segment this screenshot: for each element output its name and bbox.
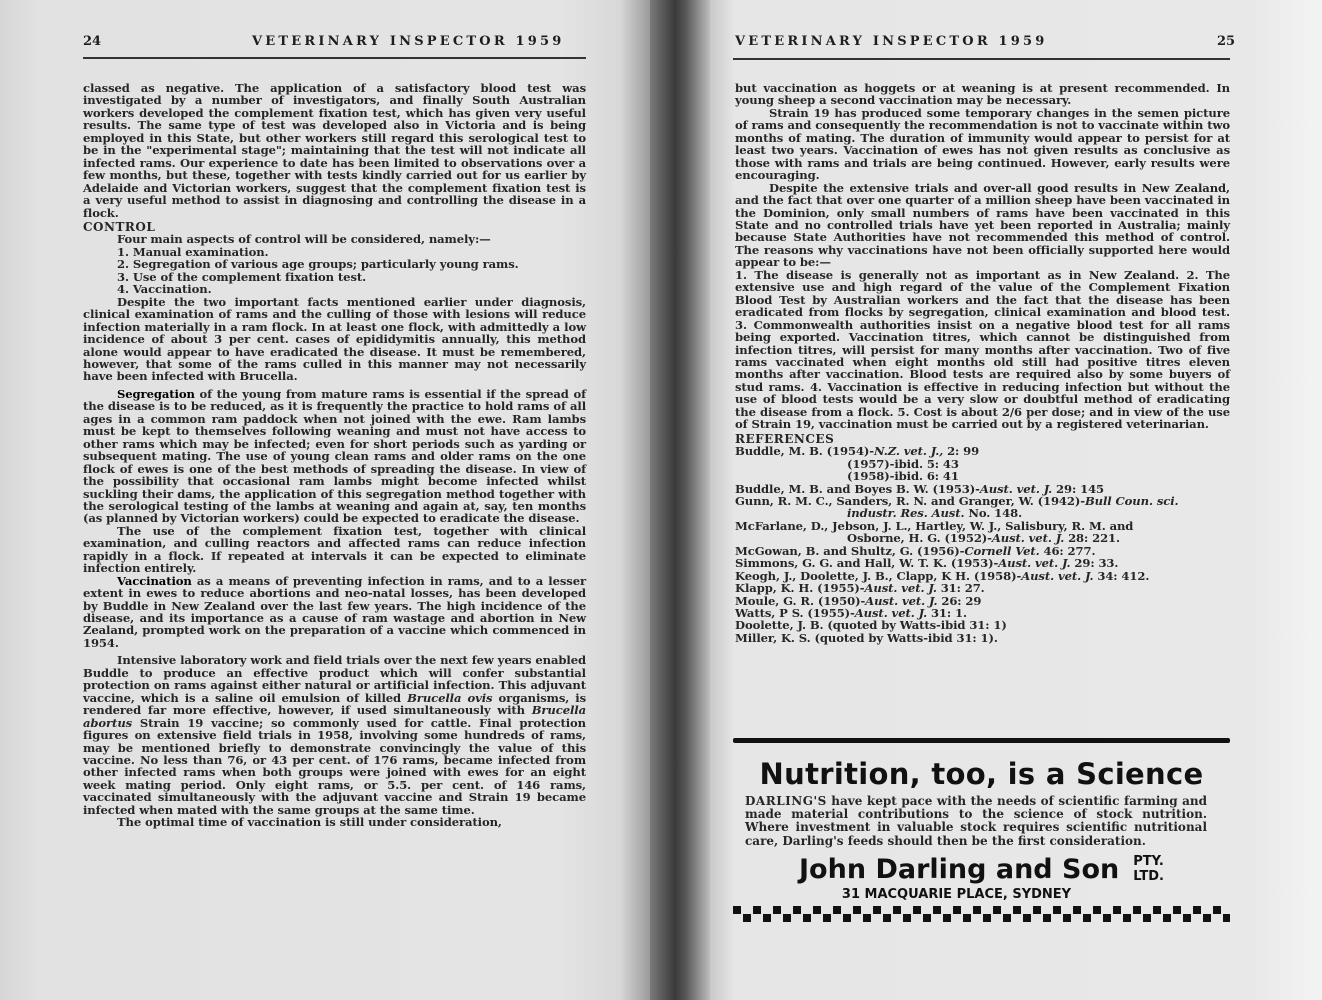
paragraph: The optimal time of vaccination is still under consideration, bbox=[117, 815, 502, 830]
reference-authors: Buddle, M. B. (1954)- bbox=[735, 444, 875, 459]
reference-authors: (1958)-ibid. 6: 41 bbox=[847, 469, 959, 484]
reference-volume: 28: 221. bbox=[1064, 531, 1120, 546]
left-column bbox=[83, 82, 586, 829]
reference-volume: 26: 29 bbox=[937, 593, 982, 608]
running-header: VETERINARY INSPECTOR 1959 bbox=[252, 34, 565, 49]
list-item: 1. Manual examination. bbox=[117, 244, 269, 259]
reference-authors: McGowan, B. and Shultz, G. (1956)- bbox=[735, 543, 965, 558]
paragraph: Despite the two important facts mentioned earlier under diagnosis, clinical examination of rams and the culling of those with lesions will reduce infection materially in a ram flock. In at least one flock, with admittedly a low incidence of about 3 per cent. cases of epididymitis annually, this method alone would appear to have eradicated the disease. It must be remembered, however, that some of the rams culled in this manner may not necessarily have been infected with Brucella. bbox=[83, 294, 586, 384]
reference-volume: 31: 27. bbox=[936, 581, 985, 596]
reference-entry bbox=[735, 445, 1230, 457]
species-name: Brucella abortus bbox=[83, 703, 586, 730]
reference-authors: Klapp, K. H. (1955)- bbox=[735, 581, 865, 596]
company-name-block bbox=[733, 854, 1230, 885]
list-item: 2. Segregation of various age groups; particularly young rams. bbox=[117, 257, 519, 272]
list-item: 3. Use of the complement fixation test. bbox=[117, 269, 367, 284]
reference-authors: McFarlane, D., Jebson, J. L., Hartley, W. J., Salisbury, R. M. and bbox=[735, 518, 1134, 533]
page-number: 25 bbox=[1217, 34, 1236, 49]
lead-term: Segregation bbox=[117, 386, 195, 401]
species-name: Brucella ovis bbox=[407, 690, 493, 705]
paragraph-text: organisms, is rendered far more effective, however, if used simultaneously with bbox=[83, 690, 587, 718]
ad-top-rule bbox=[733, 738, 1230, 743]
section-heading-control: CONTROL bbox=[83, 219, 156, 234]
reference-authors: Gunn, R. M. C., Sanders, R. N. and Granger, W. (1942)- bbox=[735, 493, 1085, 508]
advertisement bbox=[733, 738, 1230, 922]
header-rule bbox=[83, 57, 586, 59]
reference-journal: Cornell Vet. bbox=[964, 543, 1040, 558]
reference-authors: Osborne, H. G. (1952)- bbox=[847, 531, 992, 546]
pty-label: PTY. bbox=[1133, 854, 1164, 870]
reference-volume: No. 148. bbox=[964, 506, 1023, 521]
reference-volume: 29: 145 bbox=[1052, 481, 1105, 496]
company-suffix bbox=[1133, 854, 1164, 884]
paragraph bbox=[83, 388, 586, 525]
reference-authors: Miller, K. S. (quoted by Watts-ibid 31: 1). bbox=[735, 630, 998, 645]
paragraph: Despite the extensive trials and over-all good results in New Zealand, and the fact that over one quarter of a million sheep have been vaccinated in the Dominion, only small numbers of rams have been vaccinated in this State and no controlled trials have yet been reported in Australia; mainly because State Authorities have not recommended this method of control. The reasons why vaccinations have not been officially supported here would appear to be:— bbox=[735, 180, 1230, 270]
paragraph bbox=[83, 654, 586, 816]
reference-journal: Aust. vet. J. bbox=[979, 481, 1053, 496]
paragraph-text: Strain 19 vaccine; so commonly used for cattle. Final protection figures on extensive field trials in 1958, involving some hundreds of rams, may be mentioned briefly to demonstrate convincingly the value of this vaccine. No less than 76, or 43 per cent. of 176 rams, became infected from other infected rams when both groups were joined with ewes for an eight week mating period. Only eight rams, or 5.5. per cent. of 146 rams, vaccinated simultaneously with the adjuvant vaccine and Strain 19 became infected when mated with the same groups at the same time. bbox=[83, 715, 586, 817]
paragraph: Strain 19 has produced some temporary changes in the semen picture of rams and consequently the recommendation is not to vaccinate within two months of mating. The duration of immunity would appear to persist for at least two years. Vaccination of ewes has not given results as conclusive as those with rams and trials are being continued. However, early results were encouraging. bbox=[735, 105, 1230, 183]
reference-journal: Aust. vet. J. bbox=[1021, 568, 1094, 583]
reference-journal: Aust. vet. J. bbox=[864, 581, 937, 596]
list-item: 4. Vaccination. bbox=[117, 282, 212, 297]
reference-authors: Doolette, J. B. (quoted by Watts-ibid 31: 1) bbox=[735, 618, 1007, 633]
book-gutter bbox=[650, 0, 710, 1000]
lead-term: Vaccination bbox=[117, 573, 192, 588]
reference-authors: Simmons, G. G. and Hall, W. T. K. (1953)- bbox=[735, 556, 999, 571]
reference-volume: 2: 99 bbox=[943, 444, 980, 459]
running-header: VETERINARY INSPECTOR 1959 bbox=[735, 34, 1048, 49]
reference-authors: Buddle, M. B. and Boyes B. W. (1953)- bbox=[735, 481, 980, 496]
reference-volume: 46: 277. bbox=[1039, 543, 1096, 558]
company-name: John Darling and Son bbox=[799, 853, 1120, 885]
paragraph-text: as a means of preventing infection in rams, and to a lesser extent in ewes to reduce abortions and neo-natal losses, has been developed by Buddle in New Zealand over the last few years. The high incidence of the disease, and its importance as a cause of ram wastage and abortion in New Zealand, prompted work on the preparation of a vaccine which commenced in 1954. bbox=[83, 573, 586, 650]
left-page bbox=[0, 0, 650, 1000]
reference-volume: 31: 1. bbox=[927, 606, 967, 621]
reference-journal: Aust. vet. J. bbox=[998, 556, 1071, 571]
reference-authors: Watts, P S. (1955)- bbox=[735, 606, 855, 621]
ad-body bbox=[745, 795, 1207, 848]
paragraph-text: Intensive laboratory work and field trials over the next few years enabled Buddle to produce an effective product which will confer substantial protection on rams against either natural or artificial infection. This adjuvant vaccine, which is a saline oil emulsion of killed bbox=[83, 653, 586, 705]
right-column bbox=[735, 82, 1230, 644]
page-number: 24 bbox=[83, 34, 102, 49]
reference-journal: N.Z. vet. J., bbox=[874, 444, 944, 459]
paragraph: classed as negative. The application of a satisfactory blood test was investigated by a number of investigators, and finally South Australian workers developed the complement fixation test, which has given very useful results. The same type of test was developed also in Victoria and is being employed in this State, but other workers still regard this serological test to be in the "experimental stage"; maintaining that the test will not indicate all infected rams. Our experience to date has been limited to observations over a few months, but these, together with tests kindly carried out for us earlier by Adelaide and Victorian workers, suggest that the complement fixation test is a very useful method to assist in diagnosing and controlling the disease in a flock. bbox=[83, 81, 586, 220]
company-address: 31 MACQUARIE PLACE, SYDNEY bbox=[841, 886, 1072, 902]
reference-authors: (1957)-ibid. 5: 43 bbox=[847, 456, 959, 471]
reference-authors: Moule, G. R. (1950)- bbox=[735, 593, 866, 608]
reference-journal: Aust. vet. J. bbox=[854, 606, 928, 621]
ad-brand: DARLING'S bbox=[745, 794, 827, 808]
reference-entry bbox=[735, 458, 1230, 470]
paragraph: Four main aspects of control will be considered, namely:— bbox=[117, 232, 491, 247]
paragraph: 1. The disease is generally not as important as in New Zealand. 2. The extensive use and high regard of the value of the Complement Fixation Blood Test by Australian workers and the fact that the disease has been eradicated from flocks by segregation, clinical examination and blood test. 3. Commonwealth authorities insist on a negative blood test for all rams being exported. Vaccination titres, which cannot be distinguished from infection titres, will persist for many months after vaccination. Two of five rams vaccinated when eight months old still had positive titres eleven months after vaccination. Blood tests are required also by some buyers of stud rams. 4. Vaccination is effective in reducing infection but without the use of blood tests would be a very slow or doubtful method of eradicating the disease from a flock. 5. Cost is about 2/6 per dose; and in view of the use of Strain 19, vaccination must be carried out by a registered veterinarian. bbox=[735, 267, 1230, 432]
checker-border-decoration bbox=[733, 906, 1230, 922]
header-rule bbox=[733, 58, 1230, 60]
section-heading-references: REFERENCES bbox=[735, 431, 835, 446]
reference-volume: 34: 412. bbox=[1093, 568, 1150, 583]
reference-journal: Aust. vet. J. bbox=[991, 531, 1065, 546]
reference-list bbox=[735, 445, 1230, 644]
ad-headline: Nutrition, too, is a Science bbox=[759, 757, 1204, 791]
reference-volume: 29: 33. bbox=[1070, 556, 1119, 571]
reference-journal: industr. Res. Aust. bbox=[847, 506, 965, 521]
paragraph-text: of the young from mature rams is essential if the spread of the disease is to be reduced, as it is frequently the practice to hold rams of all ages in a common ram paddock when not joined with the ewe. Ram lambs must be kept to themselves following weaning and must not have access to other rams which may be infected; even for short periods such as yarding or subsequent mating. The use of young clean rams and older rams on the one flock of ewes is one of the best methods of spreading the disease. In view of the possibility that occasional ram lambs might become infected whilst suckling their dams, the application of this segregation method together with the serological testing of the lambs at weaning and again at, say, ten months (as planned by Victorian workers) could be expected to eradicate the disease. bbox=[83, 386, 586, 526]
reference-journal: Bull Coun. sci. bbox=[1084, 493, 1179, 508]
paragraph: but vaccination as hoggets or at weaning is at present recommended. In young sheep a second vaccination may be necessary. bbox=[735, 81, 1230, 108]
reference-entry bbox=[735, 632, 1230, 644]
paragraph bbox=[83, 575, 586, 650]
reference-journal: Aust. vet. J. bbox=[865, 593, 938, 608]
paragraph: The use of the complement fixation test, together with clinical examination, and culling reactors and affected rams can reduce infection rapidly in a flock. If repeated at intervals it can be expected to eliminate infection entirely. bbox=[83, 523, 586, 576]
ltd-label: LTD. bbox=[1133, 869, 1164, 885]
ad-body-text: have kept pace with the needs of scientific farming and made material contributions to the science of stock nutrition. Where investment in valuable stock requires scientific nutritional care, Darling's feeds should then be the first consideration. bbox=[745, 794, 1207, 848]
reference-authors: Keogh, J., Doolette, J. B., Clapp, K H. (1958)- bbox=[735, 568, 1022, 583]
